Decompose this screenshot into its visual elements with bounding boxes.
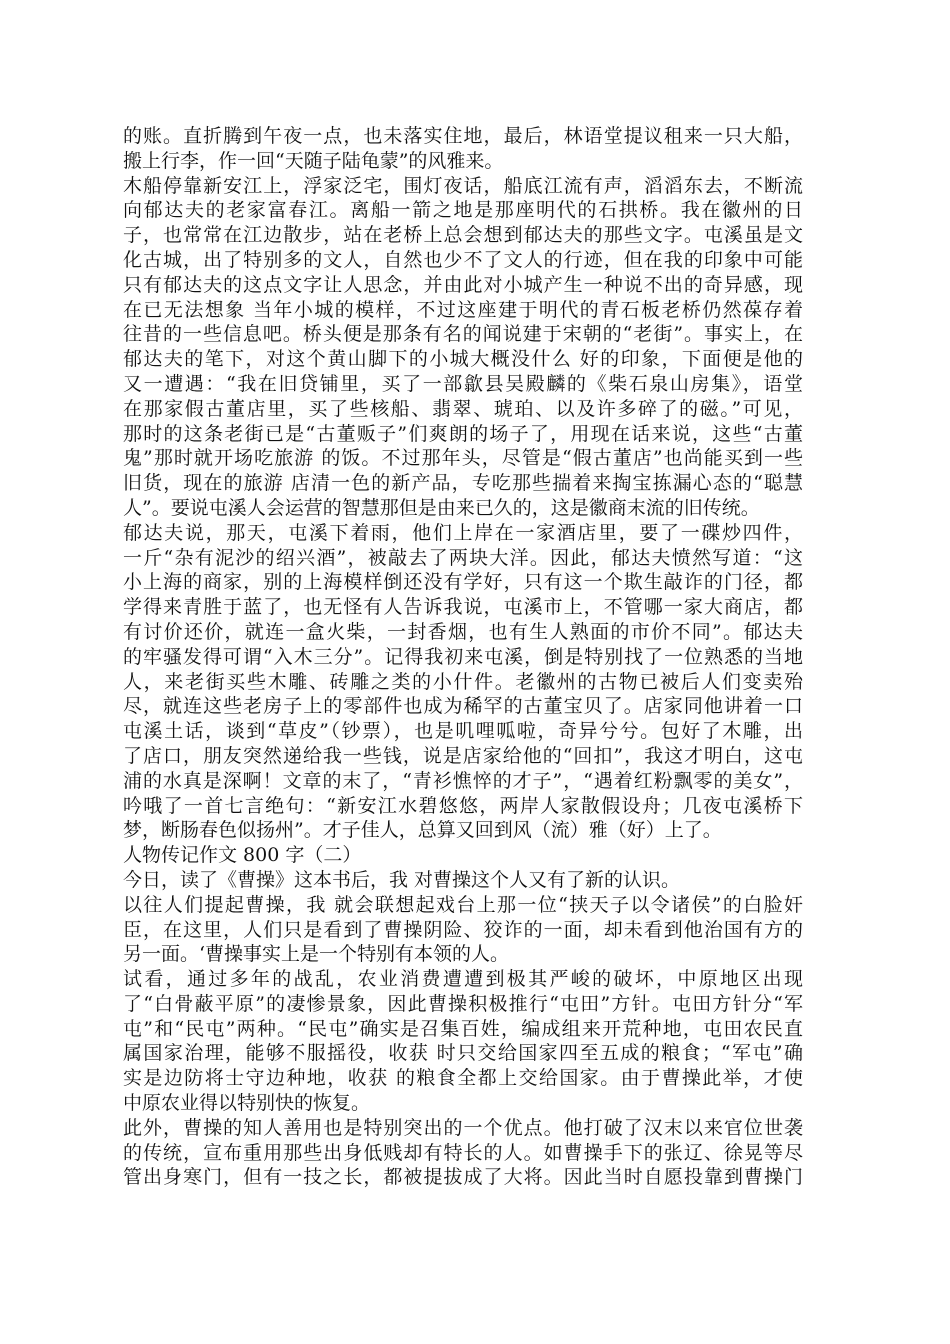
- text-line: 今日，读了《曹操》这本书后，我 对曹操这个人又有了新的认识。: [123, 868, 681, 891]
- text-line: 有讨价还价，就连一盒火柴，一封香烟，也有生人熟面的市价不同”。郁达夫: [123, 620, 803, 643]
- text-line: 浦的水真是深啊！文章的末了，“青衫憔悴的才子”，“遇着红粉飘零的美女”，: [123, 769, 803, 792]
- text-line: 那时的这条老街已是“古董贩子”们爽朗的场子了，用现在话来说，这些“古董: [123, 422, 803, 445]
- text-line: 在已无法想象 当年小城的模样，不过这座建于明代的青石板老桥仍然葆存着: [123, 298, 803, 321]
- text-line: 又一遭遇：“我在旧贷铺里，买了一部歙县吴殿麟的《柴石泉山房集》，语堂: [123, 372, 803, 395]
- text-line: 属国家治理，能够不服摇役，收获 时只交给国家四至五成的粮食；“军屯”确: [123, 1042, 803, 1065]
- text-line: 屯”和“民屯”两种。“民屯”确实是召集百姓，编成组来开荒种地，屯田农民直: [123, 1017, 803, 1040]
- text-line: 子，也常常在江边散步，站在老桥上总会想到郁达夫的那些文字。屯溪虽是文: [123, 224, 803, 247]
- text-line: 鬼”那时就开场吃旅游 的饭。不过那年头，尽管是“假古董店”也尚能买到一些: [123, 447, 803, 470]
- text-line: 郁达夫说，那天，屯溪下着雨，他们上岸在一家酒店里，要了一碟炒四件，: [123, 521, 803, 544]
- text-line: 此外，曹操的知人善用也是特别突出的一个优点。他打破了汉末以来官位世袭: [123, 1116, 803, 1139]
- text-line: 搬上行李，作一回“天随子陆龟蒙”的风雅来。: [123, 149, 504, 172]
- text-line: 尽，就连这些老房子上的零部件也成为稀罕的古董宝贝了。店家同他讲着一口: [123, 695, 803, 718]
- text-line: 木船停靠新安江上，浮家泛宅，围灯夜话，船底江流有声，滔滔东去，不断流: [123, 174, 803, 197]
- document-page: [123, 124, 803, 1190]
- text-line: 屯溪土话，谈到“草皮”（钞票），也是叽哩呱啦，奇异兮兮。包好了木雕，出: [123, 720, 803, 743]
- text-line: 旧货，现在的旅游 店清一色的新产品，专吃那些揣着来掏宝拣漏心态的“聪慧: [123, 472, 803, 495]
- text-line: 人，来老街买些木雕、砖雕之类的小什件。老徽州的古物已被后人们变卖殆: [123, 670, 803, 693]
- text-line: 的账。直折腾到午夜一点，也未落实住地，最后，林语堂提议租来一只大船，: [123, 125, 803, 147]
- text-line: 了店口，朋友突然递给我一些钱，说是店家给他的“回扣”，我这才明白，这屯: [123, 744, 803, 767]
- text-line: 学得来青胜于蓝了，也无怪有人告诉我说，屯溪市上，不管哪一家大商店，都: [123, 596, 803, 619]
- text-line: 人物传记作文 800 字（二）: [123, 844, 362, 867]
- text-line: 往昔的一些信息吧。桥头便是那条有名的闻说建于宋朝的“老街”。事实上，在: [123, 323, 803, 346]
- text-line: 中原农业得以特别快的恢复。: [123, 1092, 371, 1115]
- text-line: 臣，在这里，人们只是看到了曹操阴险、狡诈的一面，却未看到他治国有方的: [123, 918, 803, 941]
- text-line: 化古城，出了特别多的文人，自然也少不了文人的行迹，但在我的印象中可能: [123, 248, 803, 271]
- text-line: 只有郁达夫的这点文字让人思念，并由此对小城产生一种说不出的奇异感，现: [123, 273, 803, 296]
- text-line: 梦，断肠春色似扬州”。才子佳人，总算又回到风（流）雅（好）上了。: [123, 819, 722, 842]
- text-line: 的传统，宣布重用那些出身低贱却有特长的人。如曹操手下的张辽、徐晃等尽: [123, 1141, 803, 1164]
- text-line: 的牢骚发得可谓“入木三分”。记得我初来屯溪，倒是特别找了一位熟悉的当地: [123, 645, 803, 668]
- text-line: 另一面。‘曹操事实上是一个特别有本领的人。: [123, 943, 510, 966]
- text-line: 在那家假古董店里，买了些核船、翡翠、琥珀、以及许多碎了的磁。”可见，: [123, 397, 803, 420]
- text-line: 实是边防将士守边种地，收获 的粮食全都上交给国家。由于曹操此举，才使: [123, 1067, 803, 1090]
- text-line: 了“白骨蔽平原”的凄惨景象，因此曹操积极推行“屯田”方针。屯田方针分“军: [123, 992, 803, 1015]
- text-line: 试看，通过多年的战乱，农业消费遭遭到极其严峻的破坏，中原地区出现: [123, 968, 803, 991]
- text-line: 人”。要说屯溪人会运营的智慧那但是由来已久的，这是徽商末流的旧传统。: [123, 496, 760, 519]
- text-line: 郁达夫的笔下，对这个黄山脚下的小城大概没什么 好的印象，下面便是他的: [123, 348, 803, 371]
- text-line: 向郁达夫的老家富春江。离船一箭之地是那座明代的石拱桥。我在徽州的日: [123, 199, 803, 222]
- text-line: 管出身寒门，但有一技之长，都被提拔成了大将。因此当时自愿投靠到曹操门: [123, 1166, 803, 1189]
- text-line: 吟哦了一首七言绝句：“新安江水碧悠悠，两岸人家散假设舟；几夜屯溪桥下: [123, 794, 803, 817]
- text-line: 以往人们提起曹操，我 就会联想起戏台上那一位“挟天子以令诸侯”的白脸奸: [123, 893, 803, 916]
- text-line: 一斤“杂有泥沙的绍兴酒”，被敲去了两块大洋。因此，郁达夫愤然写道：“这: [123, 546, 803, 569]
- text-line: 小上海的商家，别的上海模样倒还没有学好，只有这一个欺生敲诈的门径，都: [123, 571, 803, 594]
